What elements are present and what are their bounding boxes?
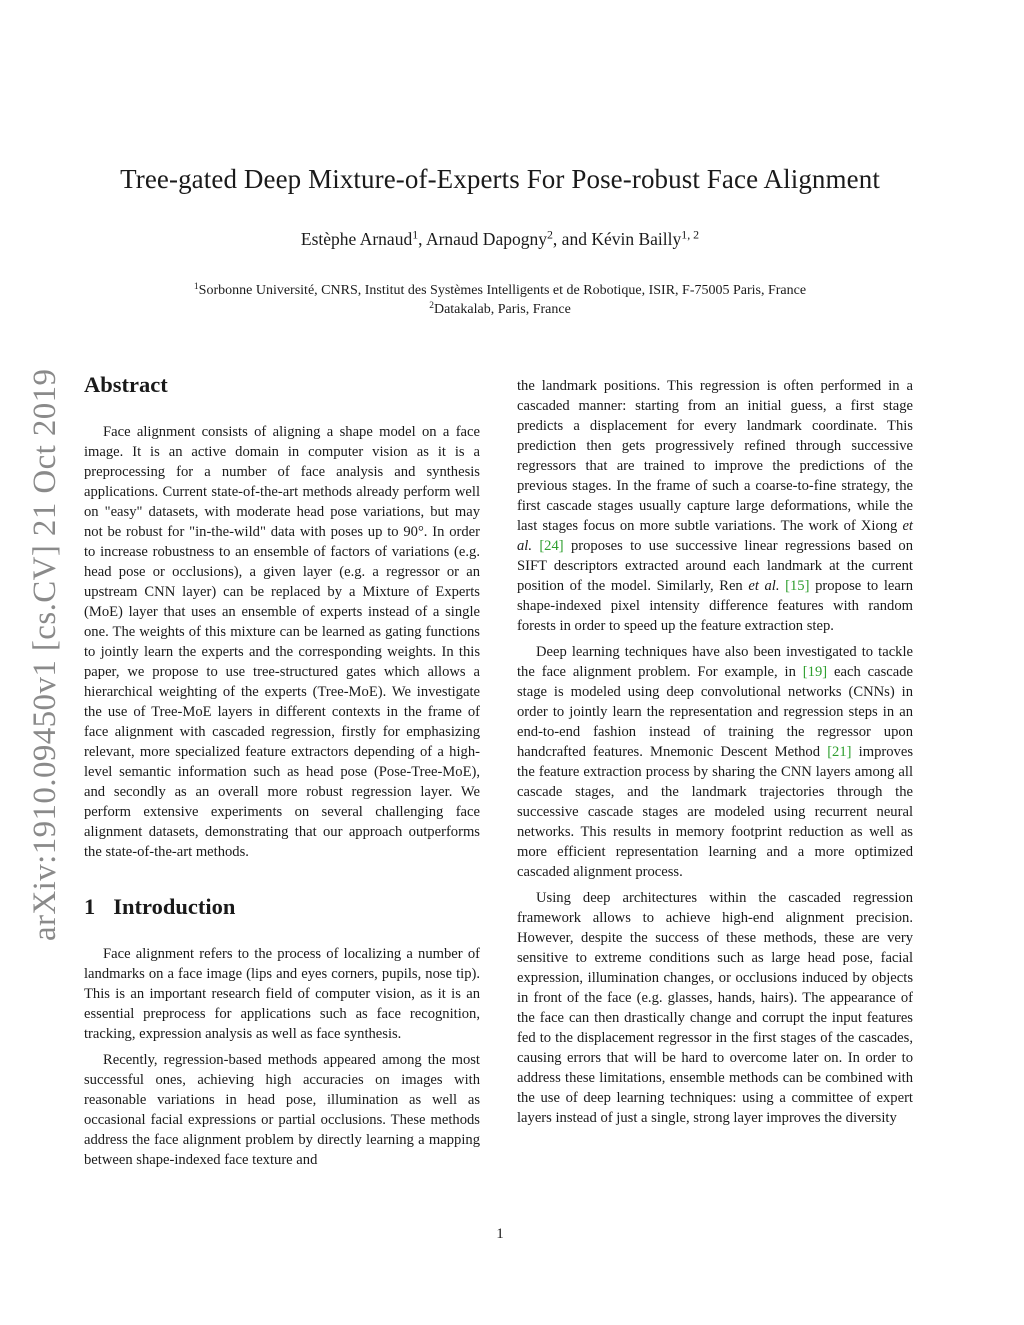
intro-paragraph-2: Recently, regression-based methods appeared among the most successful ones, achieving high accuracies on images with reasonable variations in head pose, illumination as well as occasional facial expressions or partial occlusions. These methods address the face alignment problem by directly learning a mapping between shape-indexed face texture and	[84, 1052, 480, 1168]
paper-title: Tree-gated Deep Mixture-of-Experts For Pose-robust Face Alignment	[120, 164, 880, 194]
author-name: Arnaud Dapogny	[425, 229, 547, 249]
page-number: 1	[496, 1226, 504, 1242]
citation-link[interactable]: [24]	[539, 538, 564, 554]
author-name: Estèphe Arnaud	[300, 229, 413, 249]
abstract-text: Face alignment consists of aligning a shape model on a face image. It is an active domain in computer vision as it is a preprocessing for a number of face analysis and synthesis applications. Current state-of-the-art methods already perform well on "easy" datasets, with moderate head pose variations, but may not be robust for "in-the-wild" data with poses up to 90°. In order to increase robustness to an ensemble of factors of variations (e.g. head pose or occlusions), a given layer (e.g. a regressor or an upstream CNN layer) can be replaced by a Mixture of Experts (MoE) layer that uses an ensemble of experts instead of a single one. The weights of this mixture can be learned as gating functions to jointly learn the experts and the corresponding weights. In this paper, we propose to use tree-structured gates which allows a hierarchical weighting of the experts (Tree-MoE). We investigate the use of Tree-MoE layers in different contexts in the frame of face alignment with cascaded regression, firstly for emphasizing relevant, more specialized feature extractors depending of a high-level semantic information such as head pose (Pose-Tree-MoE), and secondly as an overall more robust regression layer. We perform extensive experiments on several challenging face alignment datasets, demonstrating that our approach outperforms the state-of-the-art methods.	[84, 424, 480, 860]
right-paragraph-2: Deep learning techniques have also been investigated to tackle the face alignment problem. For example, in [19] each cascade stage is modeled using deep convolutional networks (CNNs) in order to jointly learn the representation and regression steps in an end-to-end fashion instead of training the regressor upon handcrafted features. Mnemonic Descent Method [21] improves the feature extraction process by sharing the CNN layers among all cascade stages, and the landmark trajectories through the successive cascade stages are modeled using recurrent neural networks. This results in memory footprint reduction as well as more efficient representation learning and a more optimized cascaded alignment process.	[517, 644, 914, 880]
right-paragraph-1: the landmark positions. This regression is often performed in a cascaded manner: starting from an initial guess, a first stage predicts a displacement for every landmark coordinate. This prediction then gets progressively refined through successive regressors that are trained to improve the predictions of the previous stages. In the frame of such a coarse-to-fine strategy, the first cascade stages usually capture large deformations, while the last stages focus on more subtle variations. The work of Xiong et al. [24] proposes to use successive linear regressions based on SIFT descriptors extracted around each landmark at the current position of the model. Similarly, Ren et al. [15] propose to learn shape-indexed pixel intensity difference features with random forests in order to speed up the feature extraction step.	[517, 378, 914, 634]
arxiv-watermark: arXiv:1910.09450v1 [cs.CV] 21 Oct 2019	[27, 368, 63, 941]
left-column	[84, 370, 480, 1170]
citation-link[interactable]: [15]	[785, 578, 810, 594]
intro-paragraph-1: Face alignment refers to the process of localizing a number of landmarks on a face image (lips and eyes corners, pupils, nose tip). This is an important research field of computer vision, as it is an essential preprocess for applications such as face recognition, tracking, expression analysis as well as face synthesis.	[84, 946, 480, 1042]
right-paragraph-3: Using deep architectures within the cascaded regression framework allows to achieve high-end alignment precision. However, despite the success of these methods, these are very sensitive to extreme conditions such as large head pose, facial expression, illumination changes, or occlusions induced by objects in front of the face (e.g. glasses, hands, hairs). The appearance of the face can then drastically change and corrupt the input features fed to the displacement regressor in the first stages of the cascades, causing errors that will be hard to overcome later on. In order to address these limitations, ensemble methods can be combined with the use of deep learning techniques: using a committee of expert layers instead of just a single, strong layer improves the diversity	[517, 890, 913, 1126]
author-list: Estèphe Arnaud$^1$, Arnaud Dapogny$^2$, and Kévin Bailly$^{1, 2}$	[300, 227, 700, 249]
affiliation-2: $^2$Datakalab, Paris, France	[429, 300, 571, 317]
author-affiliation-mark: 2	[546, 227, 553, 242]
author-affiliation-mark: 1, 2	[681, 227, 700, 242]
introduction-heading	[84, 892, 480, 922]
section-number: 1	[84, 894, 96, 919]
right-column	[517, 376, 913, 1128]
citation-link[interactable]: [19]	[802, 664, 828, 680]
author-name: Kévin Bailly	[591, 229, 682, 249]
citation-link[interactable]: [21]	[827, 744, 852, 760]
section-title: Introduction	[113, 894, 236, 919]
affiliation-1: $^1$Sorbonne Université, CNRS, Institut des Systèmes Intelligents et de Robotique, ISIR, F-75005 Paris, France	[193, 281, 807, 298]
author-affiliation-mark: 1	[412, 227, 419, 242]
abstract-heading: Abstract	[84, 372, 168, 397]
